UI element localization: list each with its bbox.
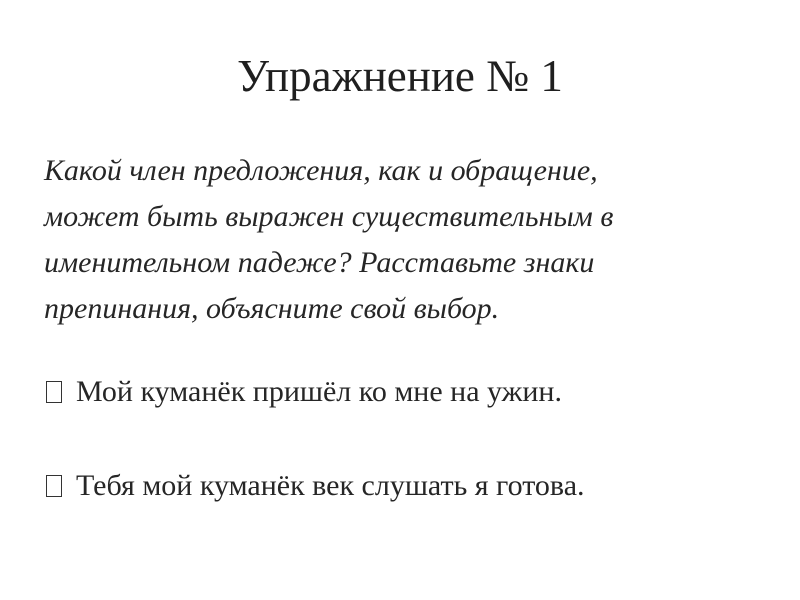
prompt-line: препинания, объясните свой выбор. (44, 292, 500, 325)
slide-title: Упражнение № 1 (237, 51, 563, 101)
prompt-line: может быть выражен существительным в (44, 200, 614, 233)
sentence-text: Мой куманёк пришёл ко мне на ужин. (76, 375, 562, 408)
exercise-prompt (44, 148, 764, 332)
list-item (44, 372, 784, 412)
prompt-line: именительном падеже? Расставьте знаки (44, 246, 595, 279)
checkbox-square-icon (46, 381, 62, 403)
list-item (44, 466, 784, 506)
sentence-text: Тебя мой куманёк век слушать я готова. (76, 469, 585, 502)
prompt-line: Какой член предложения, как и обращение, (44, 154, 598, 187)
checkbox-square-icon (46, 475, 62, 497)
